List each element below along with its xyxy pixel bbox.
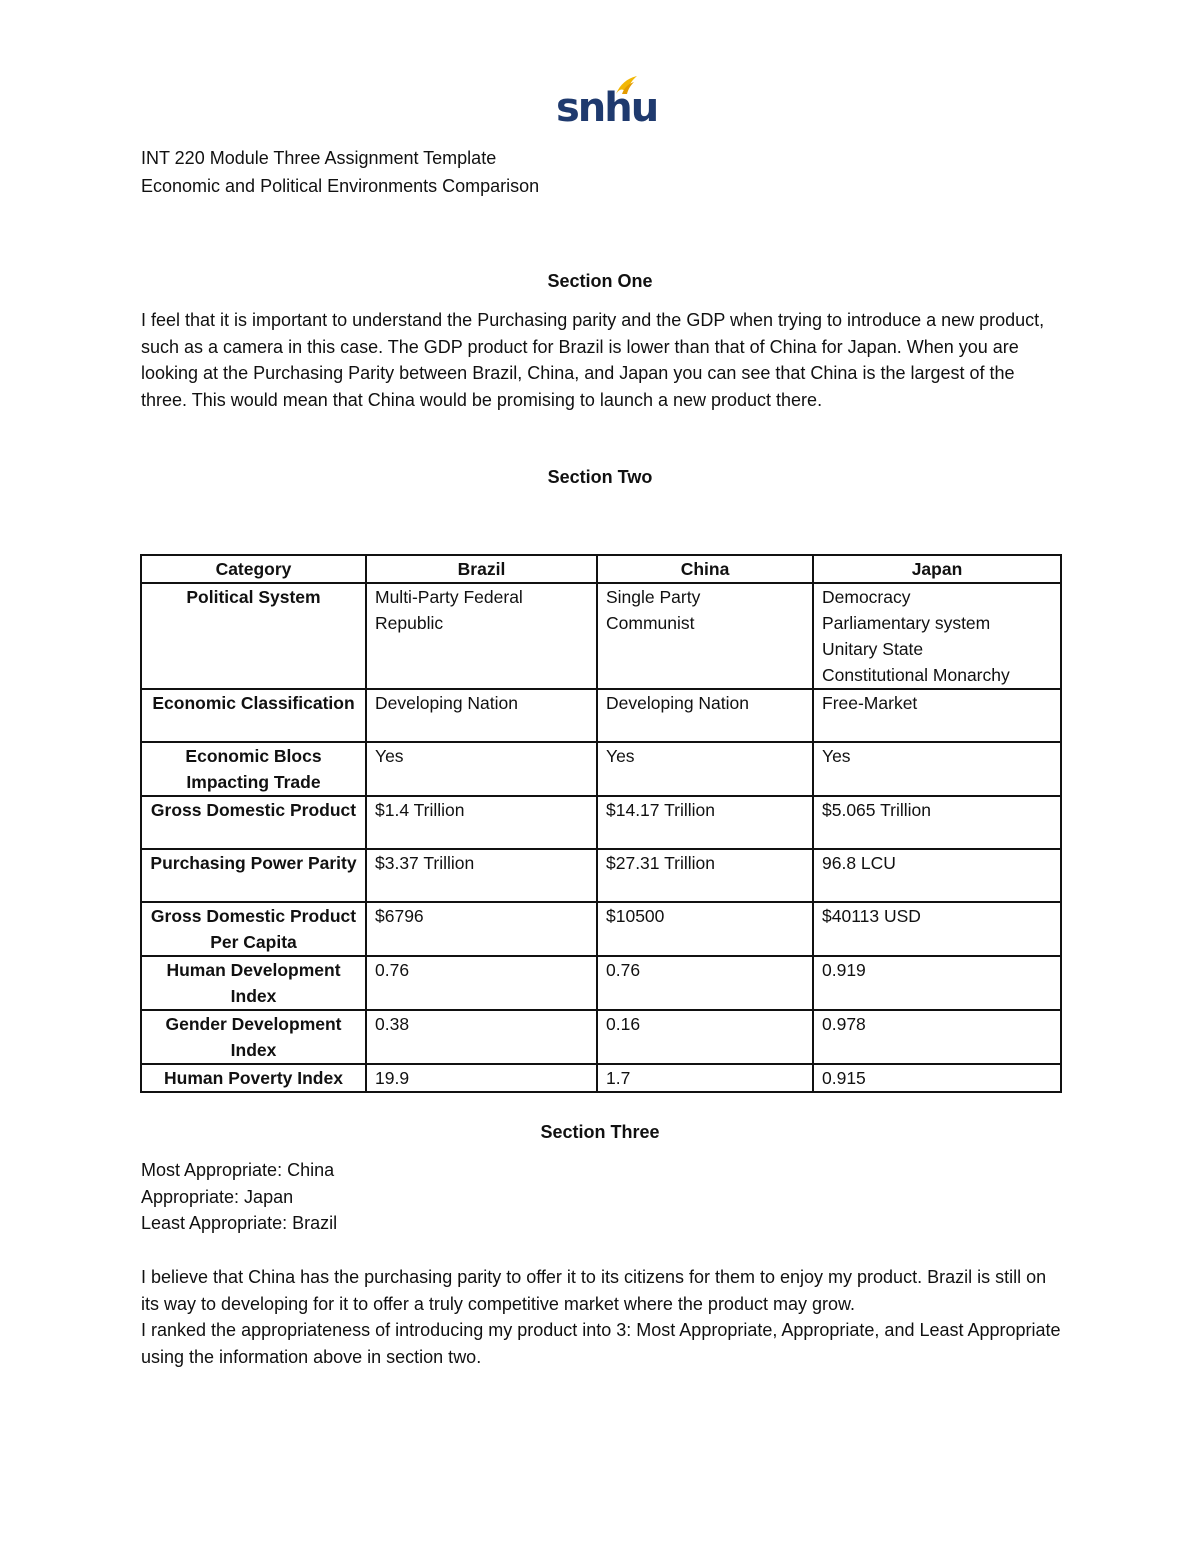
- cell-japan: Yes: [813, 742, 1061, 796]
- row-label: Economic Classification: [141, 689, 366, 742]
- table-row-economic-classification: [141, 689, 1061, 742]
- cell-china: 0.76: [597, 956, 813, 1010]
- table-row-political-system: [141, 583, 1061, 689]
- cell-brazil: Developing Nation: [366, 689, 597, 742]
- cell-brazil: 19.9: [366, 1064, 597, 1092]
- row-label: Gross Domestic Product Per Capita: [141, 902, 366, 956]
- table-row-hdi: [141, 956, 1061, 1010]
- cell-brazil: 0.38: [366, 1010, 597, 1064]
- conclusion-paragraph-2: I ranked the appropriateness of introducing my product into 3: Most Appropriate, Appropriate, and Least Appropriate using the information above in section two.: [141, 1320, 1061, 1367]
- row-label: Human Development Index: [141, 956, 366, 1010]
- cell-brazil: $1.4 Trillion: [366, 796, 597, 849]
- table-row-gdi: [141, 1010, 1061, 1064]
- cell-china: Developing Nation: [597, 689, 813, 742]
- cell-japan: Free-Market: [813, 689, 1061, 742]
- column-header-category: Category: [141, 555, 366, 583]
- table-row-gdp: [141, 796, 1061, 849]
- cell-china: [597, 583, 813, 689]
- logo-text: snhu: [556, 85, 658, 131]
- cell-japan: 0.915: [813, 1064, 1061, 1092]
- cell-china: 1.7: [597, 1064, 813, 1092]
- cell-japan: $5.065 Trillion: [813, 796, 1061, 849]
- conclusion-paragraph-1: I believe that China has the purchasing parity to offer it to its citizens for them to enjoy my product. Brazil is still on its way to developing for it to offer a truly competitive market where the product may grow.: [141, 1267, 1047, 1314]
- cell-line: Unitary State: [822, 639, 924, 659]
- column-header-brazil: Brazil: [366, 555, 597, 583]
- cell-brazil: $6796: [366, 902, 597, 956]
- document-subtitle: Economic and Political Environments Comparison: [141, 176, 540, 196]
- cell-brazil: 0.76: [366, 956, 597, 1010]
- cell-line: Single Party: [606, 587, 701, 607]
- table-row-economic-blocs: [141, 742, 1061, 796]
- comparison-table: [140, 554, 1062, 1093]
- document-header: [141, 144, 539, 200]
- table-row-hpi: [141, 1064, 1061, 1092]
- table-row-gdp-per-capita: [141, 902, 1061, 956]
- cell-brazil: Yes: [366, 742, 597, 796]
- table-row-ppp: [141, 849, 1061, 902]
- row-label: Economic Blocs Impacting Trade: [141, 742, 366, 796]
- cell-line: Democracy: [822, 587, 911, 607]
- cell-china: 0.16: [597, 1010, 813, 1064]
- rankings-list: [141, 1157, 337, 1237]
- cell-japan: $40113 USD: [813, 902, 1061, 956]
- cell-brazil: [366, 583, 597, 689]
- section-one-paragraph: I feel that it is important to understand the Purchasing parity and the GDP when trying to introduce a new product, such as a camera in this case. The GDP product for Brazil is lower than that of China for Japan. When you are looking at the Purchasing Parity between Brazil, China, and Japan you can see that China is the largest of the three. This would mean that China would be promising to launch a new product there.: [141, 310, 1045, 410]
- column-header-china: China: [597, 555, 813, 583]
- row-label: Gross Domestic Product: [141, 796, 366, 849]
- row-label: Human Poverty Index: [141, 1064, 366, 1092]
- cell-line: Constitutional Monarchy: [822, 665, 1010, 685]
- section-one-heading: Section One: [547, 271, 653, 291]
- cell-japan: 96.8 LCU: [813, 849, 1061, 902]
- section-three-heading: Section Three: [540, 1122, 660, 1142]
- cell-china: $10500: [597, 902, 813, 956]
- cell-japan: [813, 583, 1061, 689]
- cell-line: Republic: [375, 613, 444, 633]
- section-two-heading: Section Two: [547, 467, 653, 487]
- cell-japan: 0.978: [813, 1010, 1061, 1064]
- cell-china: $27.31 Trillion: [597, 849, 813, 902]
- row-label: Political System: [141, 583, 366, 689]
- cell-line: Parliamentary system: [822, 613, 991, 633]
- section-three-paragraph: [141, 1264, 1061, 1370]
- cell-line: Multi-Party Federal: [375, 587, 523, 607]
- column-header-japan: Japan: [813, 555, 1061, 583]
- cell-china: $14.17 Trillion: [597, 796, 813, 849]
- table-header-row: [141, 555, 1061, 583]
- cell-brazil: $3.37 Trillion: [366, 849, 597, 902]
- ranking-item: Least Appropriate: Brazil: [141, 1213, 338, 1233]
- row-label: Gender Development Index: [141, 1010, 366, 1064]
- ranking-item: Appropriate: Japan: [141, 1186, 294, 1207]
- snhu-logo: [556, 74, 658, 134]
- cell-china: Yes: [597, 742, 813, 796]
- row-label: Purchasing Power Parity: [141, 849, 366, 902]
- ranking-item: Most Appropriate: China: [141, 1160, 335, 1180]
- cell-japan: 0.919: [813, 956, 1061, 1010]
- cell-line: Communist: [606, 613, 695, 633]
- document-title: INT 220 Module Three Assignment Template: [141, 148, 497, 168]
